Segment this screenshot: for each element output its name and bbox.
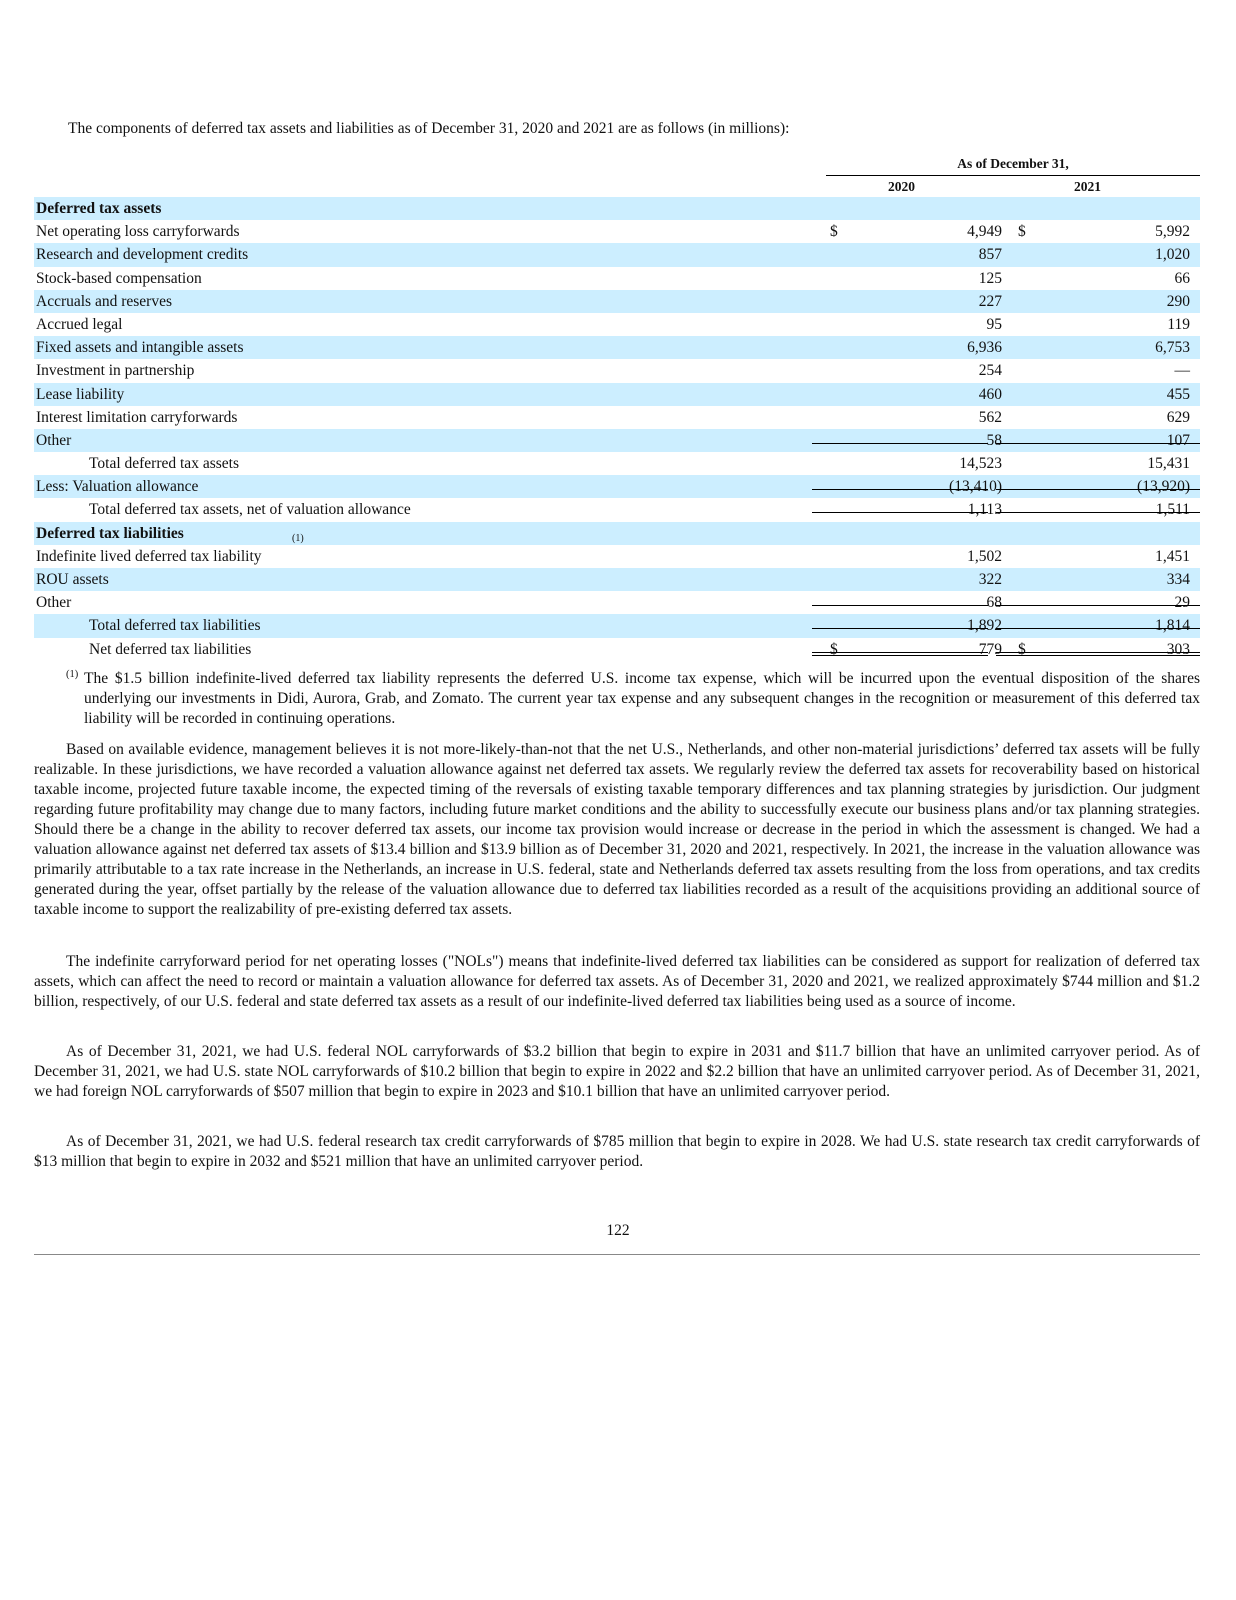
value-2020: 322 bbox=[978, 571, 1002, 588]
subtotal-rule bbox=[996, 605, 1200, 606]
value-2021: 334 bbox=[1166, 571, 1190, 588]
subtotal-rule bbox=[996, 512, 1200, 513]
row-label: Total deferred tax assets, net of valuation allowance bbox=[89, 501, 411, 519]
table-row bbox=[34, 498, 1200, 521]
value-2020: 58 bbox=[986, 431, 1002, 449]
table-header bbox=[826, 155, 1200, 194]
value-2021: 290 bbox=[1166, 292, 1190, 310]
intro-text: The components of deferred tax assets and liabilities as of December 31, 2020 and 2021 are as follows (in millions): bbox=[68, 120, 790, 137]
table-row bbox=[34, 545, 1200, 568]
value-2021: 29 bbox=[1174, 594, 1190, 612]
value-2020: 125 bbox=[978, 269, 1002, 287]
table-row bbox=[34, 406, 1200, 429]
table-row bbox=[34, 313, 1200, 336]
table-row bbox=[34, 267, 1200, 290]
value-2021: 5,992 bbox=[1155, 223, 1190, 241]
row-label: Accrued legal bbox=[36, 315, 123, 333]
footnote-text: The $1.5 billion indefinite-lived deferred tax liability represents the deferred U.S. income tax expense, which will be incurred upon the eventual disposition of the shares underlying our investments in Didi, Aurora, Grab, and Zomato. The current year tax expense and any subsequent changes in the recognition or measurement of this deferred tax liability will be recorded in continuing operations. bbox=[84, 670, 1200, 727]
row-label: Research and development credits bbox=[36, 246, 249, 264]
value-2021: 119 bbox=[1167, 315, 1190, 333]
table-row bbox=[34, 591, 1200, 614]
row-label: Indefinite lived deferred tax liability bbox=[36, 547, 262, 565]
value-2021: 6,753 bbox=[1155, 339, 1190, 357]
row-label: ROU assets bbox=[36, 571, 109, 588]
value-2021: 1,814 bbox=[1155, 617, 1190, 635]
header-rule bbox=[826, 175, 1200, 176]
subtotal-rule bbox=[812, 489, 988, 490]
year-2021-heading: 2021 bbox=[1074, 179, 1101, 194]
value-2021: 1,451 bbox=[1155, 547, 1190, 565]
table-row bbox=[34, 638, 1200, 661]
table-row bbox=[34, 475, 1200, 498]
subtotal-rule bbox=[812, 628, 988, 629]
currency-symbol-2020: $ bbox=[830, 640, 838, 658]
as-of-heading: As of December 31, bbox=[957, 156, 1069, 171]
paragraph: Based on available evidence, management believes it is not more-likely-than-not that the net U.S., Netherlands, and other non-material jurisdictions’ deferred tax assets will be fully realizable. In these jurisdictions, we have recorded a valuation allowance against net deferred tax assets. We regularly review the deferred tax assets for recoverability based on historical taxable income, projected future taxable income, the expected timing of the reversals of existing taxable temporary differences and tax planning strategies by jurisdiction. Our judgment regarding future profitability may change due to many factors, including future market conditions and the ability to successfully execute our business plans and/or tax planning strategies. Should there be a change in the ability to recover deferred tax assets, our income tax provision would increase or decrease in the period in which the assessment is changed. We had a valuation allowance against net deferred tax assets of $13.4 billion and $13.9 billion as of December 31, 2020 and 2021, respectively. In 2021, the increase in the valuation allowance was primarily attributable to a tax rate increase in the Netherlands, an increase in U.S. federal, state and Netherlands deferred tax assets resulting from the loss from operations, and tax credits generated during the year, offset partially by the release of the valuation allowance due to deferred tax liabilities recorded as a result of the acquisitions providing an additional source of taxable income to support the realizability of pre-existing deferred tax assets. bbox=[34, 741, 1200, 918]
value-2020: 1,113 bbox=[967, 501, 1002, 519]
paragraph: The indefinite carryforward period for net operating losses ("NOLs") means that indefinite-lived deferred tax liabilities can be considered as support for realization of deferred tax assets, which can affect the need to record or maintain a valuation allowance for deferred tax assets. As of December 31, 2020 and 2021, we realized approximately $744 million and $1.2 billion, respectively, of our U.S. federal and state deferred tax assets as a result of our indefinite-lived deferred tax liabilities being used as a source of income. bbox=[34, 953, 1200, 1010]
value-2021: 629 bbox=[1166, 408, 1190, 426]
subtotal-rule bbox=[812, 605, 988, 606]
value-2021: 303 bbox=[1166, 640, 1190, 658]
table-row bbox=[34, 290, 1200, 313]
row-label: Other bbox=[36, 594, 72, 612]
table-row bbox=[34, 522, 1200, 545]
currency-symbol-2020: $ bbox=[830, 223, 838, 241]
value-2021: 1,511 bbox=[1155, 501, 1190, 519]
value-2021: (13,920) bbox=[1137, 478, 1190, 496]
value-2020: 1,502 bbox=[967, 547, 1002, 565]
table-row bbox=[34, 568, 1200, 591]
row-label: Other bbox=[36, 431, 72, 449]
row-label: Accruals and reserves bbox=[36, 292, 172, 310]
table-row bbox=[34, 452, 1200, 475]
paragraph: As of December 31, 2021, we had U.S. federal NOL carryforwards of $3.2 billion that begin to expire in 2031 and $11.7 billion that have an unlimited carryover period. As of December 31, 2021, we had U.S. state NOL carryforwards of $10.2 billion that begin to expire in 2022 and $2.2 billion that have an unlimited carryover period. As of December 31, 2021, we had foreign NOL carryforwards of $507 million that begin to expire in 2023 and $10.1 billion that have an unlimited carryover period. bbox=[34, 1043, 1200, 1100]
value-2020: (13,410) bbox=[949, 478, 1002, 496]
value-2020: 857 bbox=[978, 246, 1002, 264]
row-label: Net operating loss carryforwards bbox=[36, 223, 240, 241]
value-2020: 1,892 bbox=[967, 617, 1002, 635]
value-2021: 1,020 bbox=[1155, 246, 1190, 264]
footer-rule bbox=[34, 1254, 1200, 1255]
table-rows bbox=[34, 197, 1200, 661]
row-label: Fixed assets and intangible assets bbox=[36, 339, 244, 357]
value-2020: 4,949 bbox=[967, 223, 1002, 241]
table-row bbox=[34, 614, 1200, 637]
row-label: Less: Valuation allowance bbox=[36, 478, 199, 496]
row-label: Investment in partnership bbox=[36, 362, 195, 380]
row-label: Stock-based compensation bbox=[36, 269, 202, 287]
subtotal-rule bbox=[812, 512, 988, 513]
paragraph: As of December 31, 2021, we had U.S. federal research tax credit carryforwards of $785 million that begin to expire in 2028. We had U.S. state research tax credit carryforwards of $13 million that begin to expire in 2032 and $521 million that have an unlimited carryover period. bbox=[34, 1133, 1200, 1170]
table-row bbox=[34, 359, 1200, 382]
footnote bbox=[68, 669, 1200, 729]
value-2020: 562 bbox=[978, 408, 1002, 426]
row-label: Interest limitation carryforwards bbox=[36, 408, 238, 426]
value-2021: 107 bbox=[1166, 431, 1190, 449]
table-row bbox=[34, 220, 1200, 243]
row-label: Lease liability bbox=[36, 385, 125, 403]
table-row bbox=[34, 336, 1200, 359]
subtotal-rule bbox=[812, 443, 988, 444]
subtotal-rule bbox=[996, 628, 1200, 629]
deferred-tax-table bbox=[34, 197, 1200, 661]
table-row bbox=[34, 197, 1200, 220]
row-label: Deferred tax liabilities bbox=[36, 524, 184, 542]
value-2020: 95 bbox=[986, 315, 1002, 333]
value-2020: 14,523 bbox=[959, 455, 1002, 473]
row-label: Deferred tax assets bbox=[36, 200, 162, 217]
row-label: Total deferred tax liabilities bbox=[89, 617, 261, 635]
table-row bbox=[34, 243, 1200, 266]
total-double-rule bbox=[996, 652, 1200, 656]
value-2021: 66 bbox=[1174, 269, 1190, 287]
value-2020: 779 bbox=[978, 640, 1002, 658]
table-row bbox=[34, 383, 1200, 406]
total-double-rule bbox=[812, 652, 988, 656]
value-2021: 455 bbox=[1166, 385, 1190, 403]
row-label: Net deferred tax liabilities bbox=[89, 640, 252, 658]
currency-symbol-2021: $ bbox=[1018, 640, 1026, 658]
value-2021: — bbox=[1174, 362, 1190, 380]
value-2020: 460 bbox=[978, 385, 1002, 403]
value-2020: 6,936 bbox=[967, 339, 1002, 357]
value-2020: 227 bbox=[978, 292, 1002, 310]
subtotal-rule bbox=[996, 443, 1200, 444]
currency-symbol-2021: $ bbox=[1018, 223, 1026, 241]
footnote-marker: (1) bbox=[66, 669, 79, 680]
value-2020: 68 bbox=[986, 594, 1002, 612]
table-row bbox=[34, 429, 1200, 452]
value-2020: 254 bbox=[978, 362, 1002, 380]
page-number: 122 bbox=[606, 1222, 630, 1239]
value-2021: 15,431 bbox=[1147, 455, 1190, 473]
row-label: Total deferred tax assets bbox=[89, 455, 239, 473]
subtotal-rule bbox=[996, 489, 1200, 490]
year-2020-heading: 2020 bbox=[888, 179, 915, 194]
